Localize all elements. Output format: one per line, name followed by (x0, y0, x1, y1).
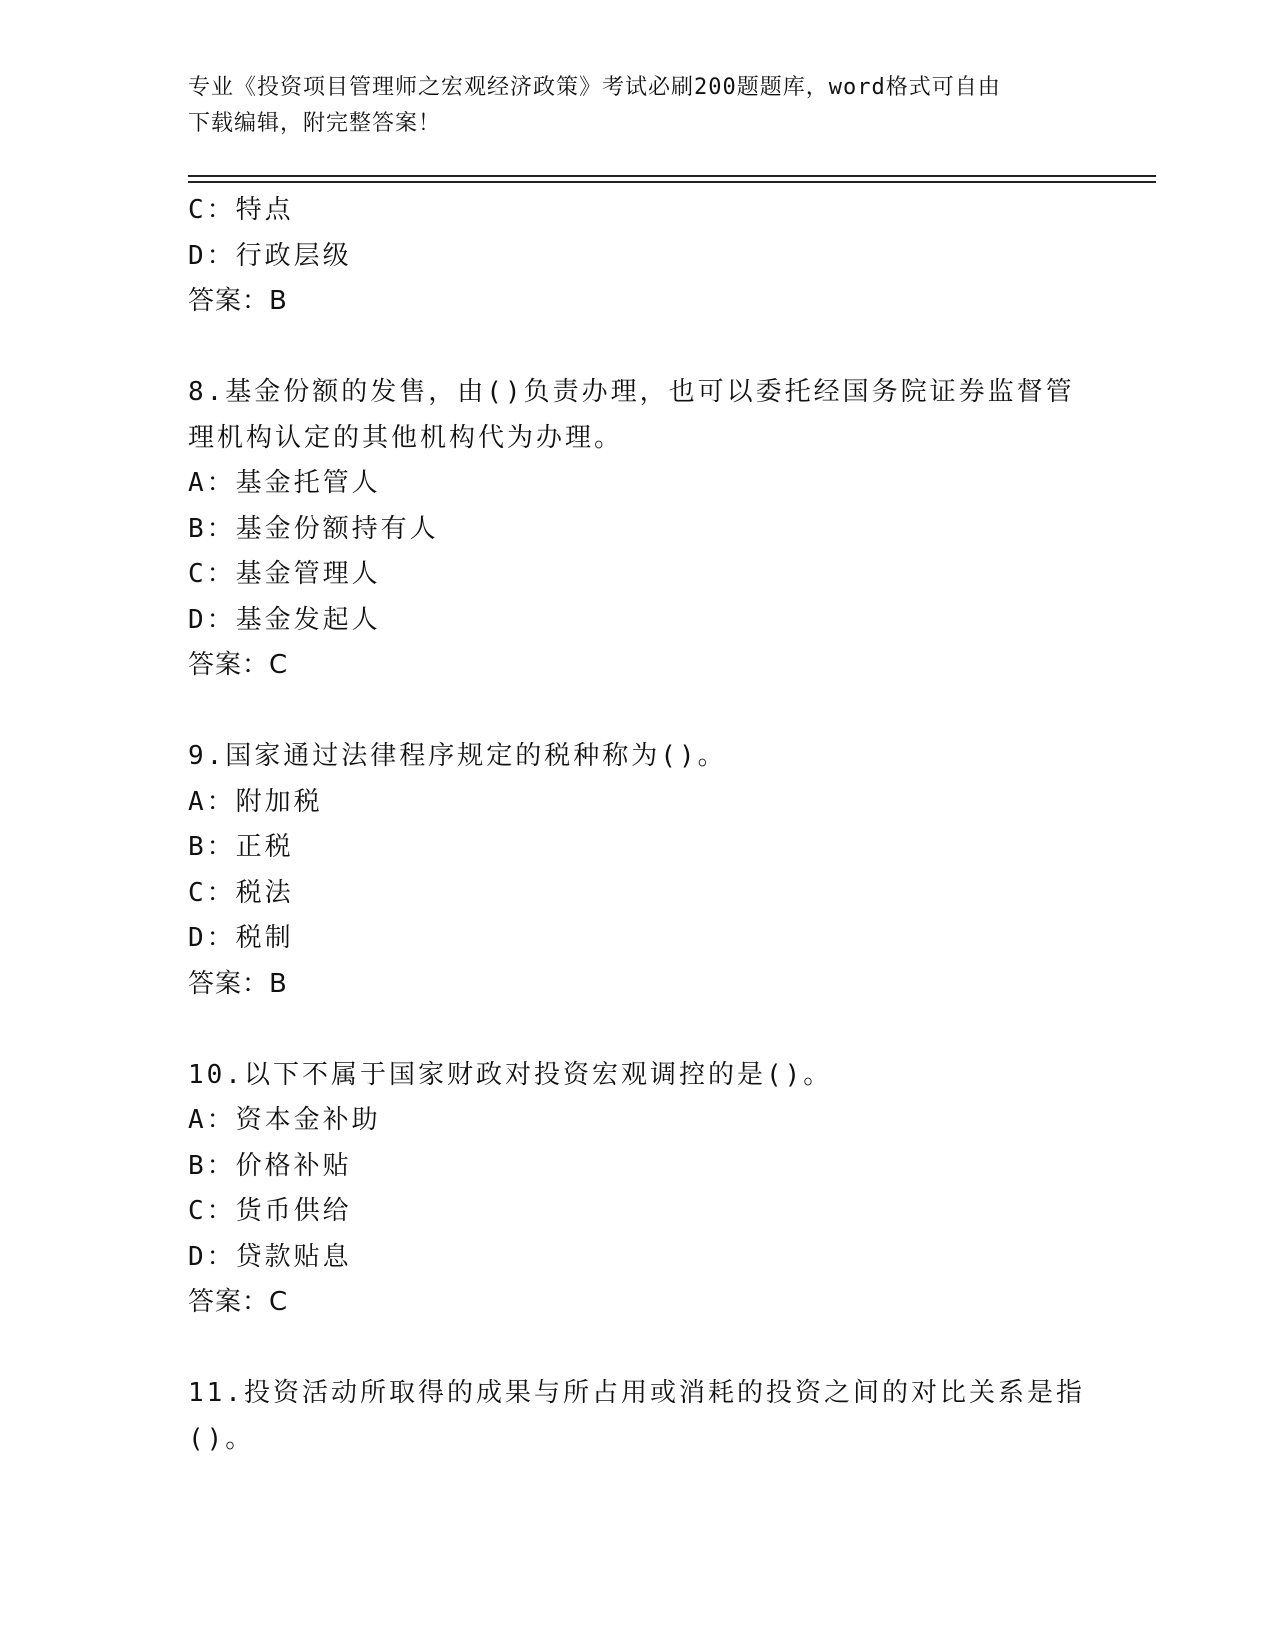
document-header (188, 70, 1068, 142)
answer: 答案：C (188, 650, 289, 680)
question-10 (188, 1053, 1088, 1326)
question-9 (188, 734, 1088, 1007)
header-line-1: 专业《投资项目管理师之宏观经济政策》考试必刷200题题库，word格式可自由 (188, 75, 1001, 100)
question-text: 9.国家通过法律程序规定的税种称为()。 (188, 741, 727, 771)
header-rule-top (188, 175, 1156, 177)
option-c: C：特点 (188, 195, 294, 225)
option-d: D：基金发起人 (188, 604, 381, 635)
answer: 答案：B (188, 968, 288, 999)
option-a: A：附加税 (188, 786, 323, 817)
option-d: D：贷款贴息 (188, 1241, 352, 1272)
header-line-2: 下载编辑，附完整答案！ (188, 111, 442, 136)
question-text: 10.以下不属于国家财政对投资宏观调控的是()。 (188, 1059, 833, 1090)
option-b: B：价格补贴 (188, 1150, 352, 1181)
option-c: C：基金管理人 (188, 559, 381, 589)
question-11 (188, 1371, 1088, 1462)
question-text: 11.投资活动所取得的成果与所占用或消耗的投资之间的对比关系是指 (188, 1378, 1085, 1408)
option-a: A：基金托管人 (188, 468, 381, 498)
previous-question (188, 188, 1088, 325)
question-text-continued: ()。 (188, 1423, 255, 1454)
question-8 (188, 370, 1088, 689)
document-body (188, 188, 1088, 1462)
answer: 答案：B (188, 286, 288, 316)
option-b: B：基金份额持有人 (188, 513, 439, 544)
spacer (188, 689, 1088, 735)
option-d: D：税制 (188, 923, 294, 953)
answer: 答案：C (188, 1287, 289, 1317)
option-d: D：行政层级 (188, 240, 352, 271)
option-b: B：正税 (188, 832, 294, 862)
question-text: 8.基金份额的发售，由()负责办理，也可以委托经国务院证券监督管 (188, 377, 1075, 407)
option-c: C：税法 (188, 877, 294, 908)
question-text-continued: 理机构认定的其他机构代为办理。 (188, 422, 624, 453)
option-a: A：资本金补助 (188, 1105, 381, 1135)
option-c: C：货币供给 (188, 1196, 352, 1226)
header-rule-bottom (188, 181, 1156, 183)
spacer (188, 1326, 1088, 1372)
spacer (188, 1007, 1088, 1053)
spacer (188, 325, 1088, 371)
